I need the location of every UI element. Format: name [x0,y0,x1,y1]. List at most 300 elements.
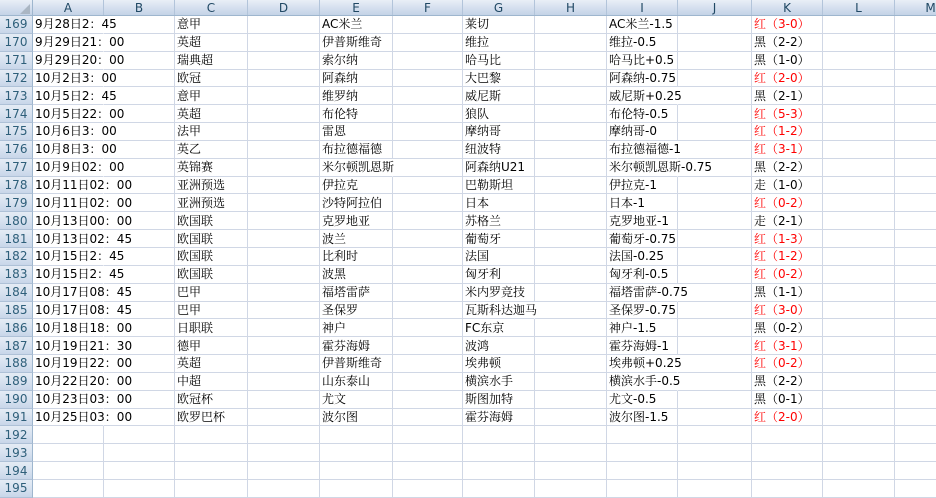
cell-H180[interactable] [535,212,607,230]
cell-I181[interactable] [607,230,678,248]
cell-F190[interactable] [393,391,463,409]
cell-J172[interactable] [678,70,752,88]
cell-M195[interactable] [895,480,936,498]
cell-A181[interactable] [33,230,133,248]
cell-J183[interactable] [678,266,752,284]
cell-K173[interactable] [752,87,823,105]
cell-H172[interactable] [535,70,607,88]
cell-D169[interactable] [248,16,320,34]
cell-K194[interactable] [752,462,823,480]
cell-K170[interactable] [752,34,823,52]
cell-M194[interactable] [895,462,936,480]
cell-D184[interactable] [248,284,320,302]
cell-D195[interactable] [248,480,320,498]
cell-H175[interactable] [535,123,607,141]
cell-I177[interactable] [607,159,713,177]
cell-M192[interactable] [895,426,936,444]
cell-D172[interactable] [248,70,320,88]
cell-J194[interactable] [678,462,752,480]
cell-I185[interactable] [607,302,678,320]
cell-A193[interactable] [33,444,104,462]
cell-L187[interactable] [823,337,895,355]
column-header-K[interactable]: K [752,0,823,15]
cell-E182[interactable] [320,248,393,266]
cell-I173[interactable] [607,87,682,105]
cell-I176[interactable] [607,141,681,159]
cell-I193[interactable] [607,444,678,462]
row-header-179[interactable]: 179 [0,194,33,212]
cell-F181[interactable] [393,230,463,248]
cell-K181[interactable] [752,230,823,248]
cell-K169[interactable] [752,16,823,34]
cell-E183[interactable] [320,266,393,284]
cell-M175[interactable] [895,123,936,141]
cell-E180[interactable] [320,212,393,230]
column-header-H[interactable]: H [535,0,607,15]
cell-M172[interactable] [895,70,936,88]
cell-J178[interactable] [678,177,752,195]
cell-J184[interactable] [678,284,752,302]
cell-C190[interactable] [175,391,248,409]
cell-L195[interactable] [823,480,895,498]
row-header-188[interactable]: 188 [0,355,33,373]
cell-I189[interactable] [607,373,681,391]
cell-A191[interactable] [33,409,133,427]
cell-I195[interactable] [607,480,678,498]
cell-H171[interactable] [535,52,607,70]
cell-H181[interactable] [535,230,607,248]
cell-L189[interactable] [823,373,895,391]
cell-F169[interactable] [393,16,463,34]
cell-D182[interactable] [248,248,320,266]
cell-A185[interactable] [33,302,133,320]
cell-C184[interactable] [175,284,248,302]
cell-D185[interactable] [248,302,320,320]
cell-E177[interactable] [320,159,393,177]
cell-G187[interactable] [463,337,535,355]
cell-L172[interactable] [823,70,895,88]
cell-F194[interactable] [393,462,463,480]
cell-I188[interactable] [607,355,682,373]
cell-G193[interactable] [463,444,535,462]
cell-L175[interactable] [823,123,895,141]
cell-F176[interactable] [393,141,463,159]
cell-C189[interactable] [175,373,248,391]
cell-J188[interactable] [678,355,752,373]
cell-H174[interactable] [535,105,607,123]
cell-G175[interactable] [463,123,535,141]
column-header-C[interactable]: C [175,0,248,15]
cell-K180[interactable] [752,212,823,230]
cell-F184[interactable] [393,284,463,302]
cell-J174[interactable] [678,105,752,123]
cell-F192[interactable] [393,426,463,444]
cell-J170[interactable] [678,34,752,52]
cell-L191[interactable] [823,409,895,427]
cell-D194[interactable] [248,462,320,480]
cell-K192[interactable] [752,426,823,444]
cell-J187[interactable] [678,337,752,355]
cell-M190[interactable] [895,391,936,409]
cell-H189[interactable] [535,373,607,391]
cell-K179[interactable] [752,194,823,212]
cell-M170[interactable] [895,34,936,52]
cell-M187[interactable] [895,337,936,355]
row-header-186[interactable]: 186 [0,319,33,337]
cell-M178[interactable] [895,177,936,195]
cell-L185[interactable] [823,302,895,320]
cell-D193[interactable] [248,444,320,462]
cell-J175[interactable] [678,123,752,141]
cell-E170[interactable] [320,34,393,52]
cell-H194[interactable] [535,462,607,480]
cell-K195[interactable] [752,480,823,498]
cell-I169[interactable] [607,16,678,34]
cell-H177[interactable] [535,159,607,177]
cell-J189[interactable] [678,373,752,391]
cell-G186[interactable] [463,319,535,337]
cell-L181[interactable] [823,230,895,248]
cell-A192[interactable] [33,426,104,444]
cell-B192[interactable] [104,426,175,444]
cell-B193[interactable] [104,444,175,462]
cell-H188[interactable] [535,355,607,373]
cell-H187[interactable] [535,337,607,355]
cell-I174[interactable] [607,105,678,123]
cell-L194[interactable] [823,462,895,480]
row-header-174[interactable]: 174 [0,105,33,123]
cell-C185[interactable] [175,302,248,320]
cell-F189[interactable] [393,373,463,391]
cell-G181[interactable] [463,230,535,248]
cell-A178[interactable] [33,177,133,195]
cell-L173[interactable] [823,87,895,105]
cell-A172[interactable] [33,70,117,88]
cell-J182[interactable] [678,248,752,266]
cell-I172[interactable] [607,70,678,88]
cell-F186[interactable] [393,319,463,337]
cell-E192[interactable] [320,426,393,444]
cell-A175[interactable] [33,123,117,141]
cell-D174[interactable] [248,105,320,123]
cell-F191[interactable] [393,409,463,427]
column-header-E[interactable]: E [320,0,393,15]
cell-G169[interactable] [463,16,535,34]
cell-L176[interactable] [823,141,895,159]
cell-K182[interactable] [752,248,823,266]
cell-M173[interactable] [895,87,936,105]
cell-E188[interactable] [320,355,393,373]
cell-E189[interactable] [320,373,393,391]
cell-I184[interactable] [607,284,689,302]
cell-K183[interactable] [752,266,823,284]
cell-J195[interactable] [678,480,752,498]
cell-L171[interactable] [823,52,895,70]
cell-M180[interactable] [895,212,936,230]
cell-G184[interactable] [463,284,535,302]
cell-I187[interactable] [607,337,678,355]
cell-M171[interactable] [895,52,936,70]
cell-H195[interactable] [535,480,607,498]
cell-H170[interactable] [535,34,607,52]
cell-M185[interactable] [895,302,936,320]
cell-I190[interactable] [607,391,678,409]
cell-A176[interactable] [33,141,117,159]
cell-D187[interactable] [248,337,320,355]
cell-K190[interactable] [752,391,823,409]
cell-L182[interactable] [823,248,895,266]
cell-G191[interactable] [463,409,535,427]
cell-D176[interactable] [248,141,320,159]
cell-C181[interactable] [175,230,248,248]
row-header-170[interactable]: 170 [0,34,33,52]
cell-K193[interactable] [752,444,823,462]
cell-D177[interactable] [248,159,320,177]
cell-B195[interactable] [104,480,175,498]
cell-F187[interactable] [393,337,463,355]
cell-H176[interactable] [535,141,607,159]
cell-A179[interactable] [33,194,133,212]
cell-E175[interactable] [320,123,393,141]
cell-C176[interactable] [175,141,248,159]
cell-H173[interactable] [535,87,607,105]
cell-F172[interactable] [393,70,463,88]
cell-A177[interactable] [33,159,125,177]
cell-I182[interactable] [607,248,678,266]
cell-E171[interactable] [320,52,393,70]
cell-A182[interactable] [33,248,125,266]
cell-D188[interactable] [248,355,320,373]
cell-E172[interactable] [320,70,393,88]
cell-D175[interactable] [248,123,320,141]
cell-K172[interactable] [752,70,823,88]
cell-G170[interactable] [463,34,535,52]
cell-G180[interactable] [463,212,535,230]
cell-E194[interactable] [320,462,393,480]
cell-A170[interactable] [33,34,125,52]
cell-M189[interactable] [895,373,936,391]
column-header-F[interactable]: F [393,0,463,15]
cell-A173[interactable] [33,87,117,105]
cell-E174[interactable] [320,105,393,123]
cell-F185[interactable] [393,302,463,320]
cell-J176[interactable] [678,141,752,159]
cell-K171[interactable] [752,52,823,70]
row-header-193[interactable]: 193 [0,444,33,462]
cell-H183[interactable] [535,266,607,284]
cell-E187[interactable] [320,337,393,355]
column-header-M[interactable]: M [895,0,936,15]
cell-F193[interactable] [393,444,463,462]
cell-L179[interactable] [823,194,895,212]
row-header-181[interactable]: 181 [0,230,33,248]
row-header-177[interactable]: 177 [0,159,33,177]
cell-I178[interactable] [607,177,678,195]
cell-C178[interactable] [175,177,248,195]
cell-K184[interactable] [752,284,823,302]
row-header-171[interactable]: 171 [0,52,33,70]
cell-F174[interactable] [393,105,463,123]
cell-E173[interactable] [320,87,393,105]
cell-C188[interactable] [175,355,248,373]
cell-I180[interactable] [607,212,678,230]
cell-K191[interactable] [752,409,823,427]
cell-E184[interactable] [320,284,393,302]
cell-I179[interactable] [607,194,678,212]
cell-A189[interactable] [33,373,133,391]
cell-G172[interactable] [463,70,535,88]
cell-C195[interactable] [175,480,248,498]
cell-G182[interactable] [463,248,535,266]
cell-L174[interactable] [823,105,895,123]
row-header-195[interactable]: 195 [0,480,33,498]
cell-C182[interactable] [175,248,248,266]
cell-J193[interactable] [678,444,752,462]
row-header-169[interactable]: 169 [0,16,33,34]
cell-F179[interactable] [393,194,463,212]
cell-H178[interactable] [535,177,607,195]
cell-G189[interactable] [463,373,535,391]
cell-L177[interactable] [823,159,895,177]
cell-D178[interactable] [248,177,320,195]
cell-E193[interactable] [320,444,393,462]
select-all-corner[interactable] [0,0,33,15]
cell-J180[interactable] [678,212,752,230]
cell-G195[interactable] [463,480,535,498]
cell-G178[interactable] [463,177,535,195]
row-header-172[interactable]: 172 [0,70,33,88]
cell-D171[interactable] [248,52,320,70]
row-header-183[interactable]: 183 [0,266,33,284]
row-header-182[interactable]: 182 [0,248,33,266]
cell-C191[interactable] [175,409,248,427]
cell-C177[interactable] [175,159,248,177]
cell-E195[interactable] [320,480,393,498]
cell-E176[interactable] [320,141,393,159]
cell-H182[interactable] [535,248,607,266]
cell-C170[interactable] [175,34,248,52]
cell-A184[interactable] [33,284,133,302]
cell-E185[interactable] [320,302,393,320]
cell-K177[interactable] [752,159,823,177]
cell-E179[interactable] [320,194,393,212]
row-header-184[interactable]: 184 [0,284,33,302]
cell-K188[interactable] [752,355,823,373]
cell-C174[interactable] [175,105,248,123]
cell-M183[interactable] [895,266,936,284]
cell-G192[interactable] [463,426,535,444]
cell-M186[interactable] [895,319,936,337]
cell-K178[interactable] [752,177,823,195]
cell-G177[interactable] [463,159,535,177]
cell-A183[interactable] [33,266,125,284]
row-header-192[interactable]: 192 [0,426,33,444]
cell-J191[interactable] [678,409,752,427]
cell-A187[interactable] [33,337,133,355]
cell-C180[interactable] [175,212,248,230]
cell-D190[interactable] [248,391,320,409]
cell-I186[interactable] [607,319,678,337]
cell-I183[interactable] [607,266,678,284]
cell-A188[interactable] [33,355,133,373]
cell-A195[interactable] [33,480,104,498]
cell-J179[interactable] [678,194,752,212]
cell-A169[interactable] [33,16,117,34]
cell-M188[interactable] [895,355,936,373]
cell-C194[interactable] [175,462,248,480]
row-header-191[interactable]: 191 [0,409,33,427]
column-header-G[interactable]: G [463,0,535,15]
cell-L170[interactable] [823,34,895,52]
column-header-B[interactable]: B [104,0,175,15]
cell-G185[interactable] [463,302,538,320]
cell-C183[interactable] [175,266,248,284]
row-header-175[interactable]: 175 [0,123,33,141]
cell-D173[interactable] [248,87,320,105]
cell-H190[interactable] [535,391,607,409]
cell-L193[interactable] [823,444,895,462]
cell-D179[interactable] [248,194,320,212]
cell-J186[interactable] [678,319,752,337]
cell-G183[interactable] [463,266,535,284]
cell-F182[interactable] [393,248,463,266]
cell-A190[interactable] [33,391,133,409]
cell-C169[interactable] [175,16,248,34]
cell-H193[interactable] [535,444,607,462]
cell-D186[interactable] [248,319,320,337]
cell-F178[interactable] [393,177,463,195]
cell-C172[interactable] [175,70,248,88]
cell-H185[interactable] [535,302,607,320]
row-header-178[interactable]: 178 [0,177,33,195]
cell-C173[interactable] [175,87,248,105]
cell-L190[interactable] [823,391,895,409]
cell-J192[interactable] [678,426,752,444]
cell-H169[interactable] [535,16,607,34]
cell-L186[interactable] [823,319,895,337]
cell-B194[interactable] [104,462,175,480]
cell-I192[interactable] [607,426,678,444]
cell-K187[interactable] [752,337,823,355]
column-header-D[interactable]: D [248,0,320,15]
cell-J171[interactable] [678,52,752,70]
cell-H179[interactable] [535,194,607,212]
cell-K186[interactable] [752,319,823,337]
cell-E178[interactable] [320,177,393,195]
cell-K189[interactable] [752,373,823,391]
cell-F175[interactable] [393,123,463,141]
cell-I170[interactable] [607,34,678,52]
cell-F170[interactable] [393,34,463,52]
cell-K175[interactable] [752,123,823,141]
cell-F180[interactable] [393,212,463,230]
cell-C179[interactable] [175,194,248,212]
row-header-187[interactable]: 187 [0,337,33,355]
cell-J181[interactable] [678,230,752,248]
cell-G173[interactable] [463,87,535,105]
cell-I191[interactable] [607,409,678,427]
column-header-J[interactable]: J [678,0,752,15]
cell-K174[interactable] [752,105,823,123]
cell-F171[interactable] [393,52,463,70]
cell-F188[interactable] [393,355,463,373]
cell-H191[interactable] [535,409,607,427]
cell-A186[interactable] [33,319,133,337]
cell-M179[interactable] [895,194,936,212]
cell-D189[interactable] [248,373,320,391]
row-header-194[interactable]: 194 [0,462,33,480]
cell-M181[interactable] [895,230,936,248]
